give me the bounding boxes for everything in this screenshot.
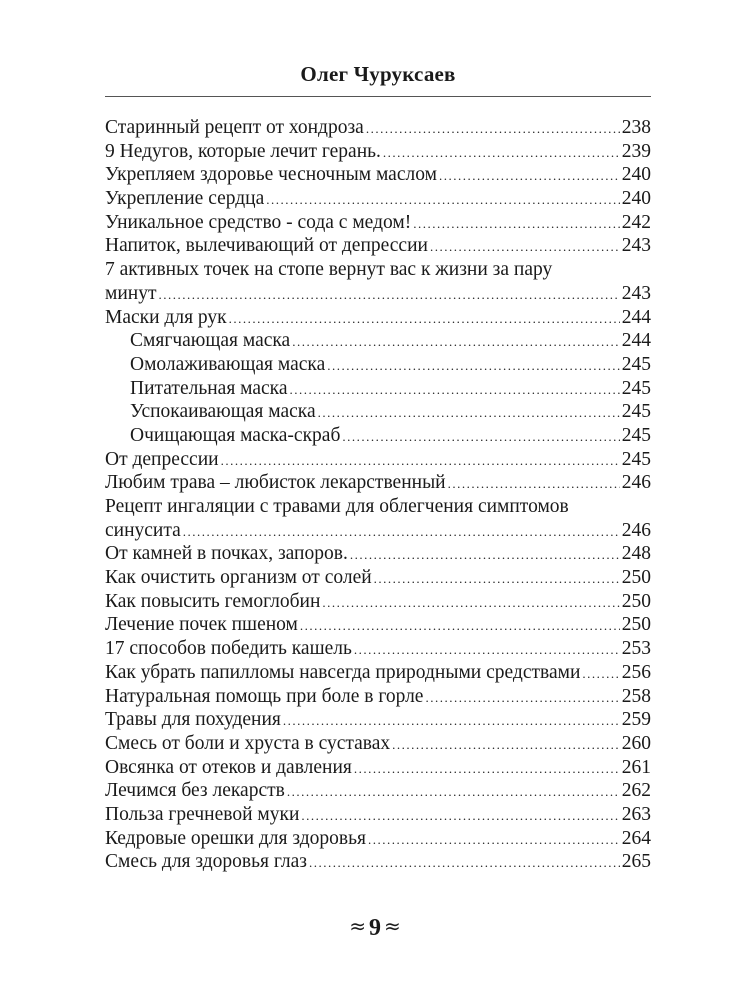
toc-subentry bbox=[105, 400, 651, 424]
toc-entry-title: Травы для похудения bbox=[105, 709, 281, 731]
dot-leader bbox=[392, 733, 620, 756]
dot-leader bbox=[327, 354, 620, 377]
toc-entry bbox=[105, 495, 651, 519]
toc-entry-page: 250 bbox=[621, 590, 651, 612]
toc-entry-title: Любим трава – любисток лекарственный bbox=[105, 472, 446, 494]
dot-leader bbox=[221, 449, 620, 472]
dot-leader bbox=[287, 780, 620, 803]
toc-entry-page: 246 bbox=[621, 472, 651, 494]
toc-entry-page: 243 bbox=[621, 282, 651, 304]
toc-entry bbox=[105, 140, 651, 164]
dot-leader bbox=[374, 567, 620, 590]
toc-entry-title: Укрепление сердца bbox=[105, 188, 265, 210]
dot-leader bbox=[413, 212, 620, 235]
toc-entry bbox=[105, 803, 651, 827]
toc-entry-page: 245 bbox=[621, 401, 651, 423]
dot-leader bbox=[266, 188, 620, 211]
dot-leader bbox=[229, 307, 620, 330]
toc-entry-title: Как повысить гемоглобин bbox=[105, 590, 321, 612]
toc-entry bbox=[105, 187, 651, 211]
toc-entry bbox=[105, 613, 651, 637]
page-footer bbox=[0, 912, 750, 942]
toc-entry-title: Как убрать папилломы навсегда природными средствами bbox=[105, 661, 581, 683]
dot-leader bbox=[283, 709, 620, 732]
toc-subentry bbox=[105, 424, 651, 448]
toc-entry-page: 250 bbox=[621, 614, 651, 636]
dot-leader bbox=[292, 330, 620, 353]
dot-leader bbox=[290, 378, 620, 401]
toc-entry-title: Омолаживающая маска bbox=[130, 353, 326, 375]
toc-entry bbox=[105, 779, 651, 803]
toc-entry bbox=[105, 116, 651, 140]
toc-entry bbox=[105, 850, 651, 874]
toc-entry-page: 265 bbox=[621, 851, 651, 873]
toc-entry-title: Смесь для здоровья глаз bbox=[105, 851, 307, 873]
toc-entry bbox=[105, 234, 651, 258]
toc-entry-title: Овсянка от отеков и давления bbox=[105, 756, 352, 778]
dot-leader bbox=[368, 828, 620, 851]
dot-leader bbox=[439, 164, 620, 187]
toc-entry-title: Лечимся без лекарств bbox=[105, 780, 285, 802]
toc-entry-page: 264 bbox=[621, 827, 651, 849]
toc-entry-page: 259 bbox=[621, 709, 651, 731]
toc-entry-page: 240 bbox=[621, 188, 651, 210]
dot-leader bbox=[582, 662, 619, 685]
toc-entry bbox=[105, 756, 651, 780]
toc-entry-page: 243 bbox=[621, 235, 651, 257]
toc-entry-title: Маски для рук bbox=[105, 306, 227, 328]
toc-subentry bbox=[105, 377, 651, 401]
toc-subentry bbox=[105, 353, 651, 377]
running-header-author: Олег Чуруксаев bbox=[300, 62, 456, 86]
toc-entry-page: 245 bbox=[621, 353, 651, 375]
toc-entry-title: Успокаивающая маска bbox=[130, 401, 316, 423]
toc-entry-page: 250 bbox=[621, 567, 651, 589]
toc-entry bbox=[105, 471, 651, 495]
dot-leader bbox=[430, 235, 620, 258]
dot-leader bbox=[425, 686, 619, 709]
toc-entry-page: 245 bbox=[621, 377, 651, 399]
dot-leader bbox=[342, 425, 619, 448]
toc-entry-page: 246 bbox=[621, 519, 651, 541]
toc-entry bbox=[105, 566, 651, 590]
toc-entry-title: Кедровые орешки для здоровья bbox=[105, 827, 366, 849]
table-of-contents bbox=[105, 116, 651, 874]
dot-leader bbox=[322, 591, 619, 614]
toc-entry-title: Смесь от боли и хруста в суставах bbox=[105, 732, 391, 754]
dot-leader bbox=[448, 472, 620, 495]
toc-entry-title: Лечение почек пшеном bbox=[105, 614, 298, 636]
toc-entry-title: От камней в почках, запоров. bbox=[105, 543, 348, 565]
toc-entry-page: 244 bbox=[621, 306, 651, 328]
toc-entry bbox=[105, 827, 651, 851]
toc-entry-title: Укрепляем здоровье чесночным маслом bbox=[105, 164, 437, 186]
toc-entry-page: 256 bbox=[621, 661, 651, 683]
toc-entry-title: Натуральная помощь при боле в горле bbox=[105, 685, 424, 707]
dot-leader bbox=[300, 614, 620, 637]
toc-entry bbox=[105, 163, 651, 187]
toc-entry-title: Как очистить организм от солей bbox=[105, 567, 372, 589]
dot-leader bbox=[383, 141, 620, 164]
dot-leader bbox=[309, 851, 620, 874]
toc-entry-page: 262 bbox=[621, 780, 651, 802]
dot-leader bbox=[366, 117, 620, 140]
toc-entry-title: Смягчающая маска bbox=[130, 330, 291, 352]
toc-entry-title: синусита bbox=[105, 519, 181, 541]
toc-entry-page: 245 bbox=[621, 424, 651, 446]
toc-subentry bbox=[105, 329, 651, 353]
toc-entry-page: 240 bbox=[621, 164, 651, 186]
page-number: 9 bbox=[369, 915, 381, 941]
toc-entry-title: 7 активных точек на стопе вернут вас к жизни за пару bbox=[105, 259, 553, 281]
toc-entry-page: 242 bbox=[621, 211, 651, 233]
toc-entry-title: минут bbox=[105, 282, 157, 304]
toc-entry-title: От депрессии bbox=[105, 448, 219, 470]
toc-entry-page: 253 bbox=[621, 638, 651, 660]
toc-entry bbox=[105, 661, 651, 685]
toc-entry-title: Напиток, вылечивающий от депрессии bbox=[105, 235, 428, 257]
ornament-right-icon: ≈ bbox=[384, 914, 401, 938]
toc-entry bbox=[105, 685, 651, 709]
toc-entry-page: 258 bbox=[621, 685, 651, 707]
toc-entry bbox=[105, 732, 651, 756]
toc-entry-title: 9 Недугов, которые лечит герань. bbox=[105, 140, 381, 162]
dot-leader bbox=[350, 543, 620, 566]
toc-entry-title: Старинный рецепт от хондроза bbox=[105, 117, 364, 138]
toc-entry bbox=[105, 519, 651, 543]
toc-entry bbox=[105, 448, 651, 472]
toc-entry-page: 245 bbox=[621, 448, 651, 470]
toc-entry bbox=[105, 211, 651, 235]
toc-entry-page: 238 bbox=[621, 117, 651, 138]
toc-entry-title: Питательная маска bbox=[130, 377, 288, 399]
toc-entry-title: 17 способов победить кашель bbox=[105, 638, 352, 660]
toc-entry bbox=[105, 306, 651, 330]
dot-leader bbox=[183, 520, 620, 543]
toc-entry-title: Рецепт ингаляции с травами для облегчения симптомов bbox=[105, 496, 569, 517]
toc-entry bbox=[105, 590, 651, 614]
toc-entry bbox=[105, 258, 651, 282]
toc-entry bbox=[105, 637, 651, 661]
toc-entry-page: 248 bbox=[621, 543, 651, 565]
toc-entry-title: Уникальное средство - сода с медом! bbox=[105, 211, 412, 233]
dot-leader bbox=[354, 757, 620, 780]
dot-leader bbox=[301, 804, 619, 827]
ornament-left-icon: ≈ bbox=[349, 914, 366, 938]
toc-entry-page: 244 bbox=[621, 330, 651, 352]
dot-leader bbox=[318, 401, 620, 424]
toc-entry-page: 263 bbox=[621, 803, 651, 825]
toc-entry-title: Польза гречневой муки bbox=[105, 803, 300, 825]
toc-entry-page: 260 bbox=[621, 732, 651, 754]
dot-leader bbox=[158, 283, 619, 306]
toc-entry-title: Очищающая маска-скраб bbox=[130, 424, 341, 446]
toc-entry bbox=[105, 708, 651, 732]
toc-entry bbox=[105, 282, 651, 306]
toc-entry-page: 239 bbox=[621, 140, 651, 162]
toc-entry-page: 261 bbox=[621, 756, 651, 778]
dot-leader bbox=[354, 638, 620, 661]
header-divider bbox=[105, 96, 651, 97]
toc-entry bbox=[105, 542, 651, 566]
